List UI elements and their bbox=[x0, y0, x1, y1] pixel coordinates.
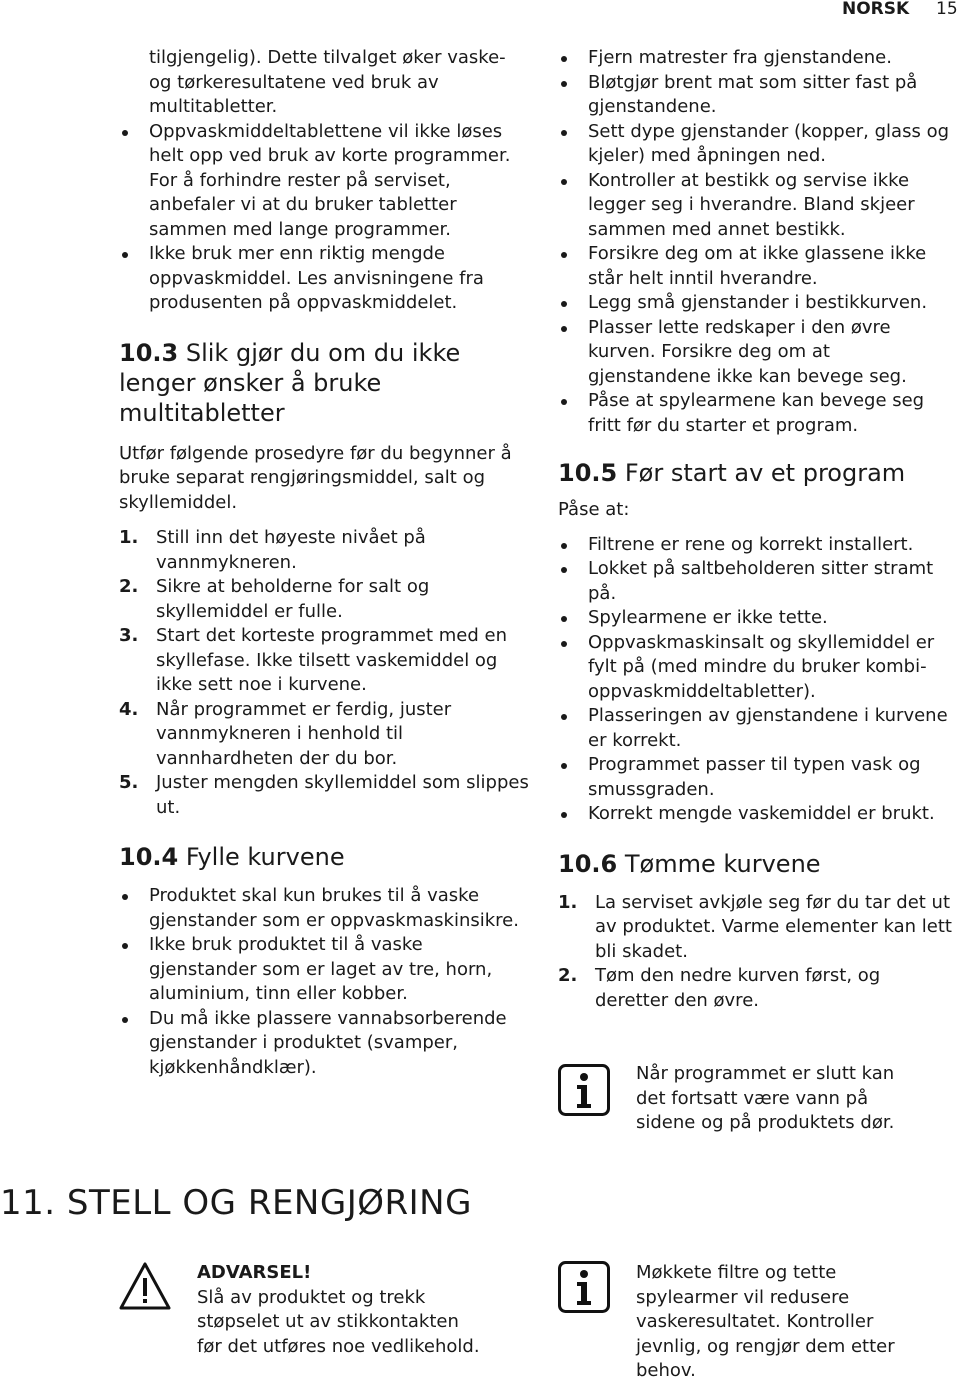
section-intro: Utfør følgende prosedyre før du begynner å bruke separat rengjøringsmiddel, salt og skyllemiddel. bbox=[119, 442, 512, 513]
info-note-text: Møkkete filtre og tette spylearmer vil redusere vaskeresultatet. Kontroller jevnlig, og rengjør dem etter behov. bbox=[636, 1262, 895, 1381]
list-item: Programmet passer til typen vask og smussgraden. bbox=[588, 754, 921, 800]
info-icon bbox=[558, 1064, 610, 1116]
list-item: Plasseringen av gjenstandene i kurvene er korrekt. bbox=[588, 705, 948, 751]
list-item: 5. Juster mengden skyllemiddel som slippes ut. bbox=[119, 772, 529, 818]
chapter-heading-11: 11. STELL OG RENGJØRING bbox=[0, 1183, 472, 1223]
list-item: 3. Start det korteste programmet med en skyllefase. Ikke tilsett vaskemiddel og ikke sett noe i kurvene. bbox=[119, 625, 507, 695]
list-item: 2. Sikre at beholderne for salt og skyllemiddel er fulle. bbox=[119, 576, 430, 622]
list-item: Fjern matrester fra gjenstandene. bbox=[588, 47, 892, 68]
list-item: Korrekt mengde vaskemiddel er brukt. bbox=[588, 803, 935, 824]
section-heading-10-6: 10.6 Tømme kurvene bbox=[558, 849, 821, 878]
list-item: 1. La serviset avkjøle seg før du tar det ut av produktet. Varme elementer kan lett bli skadet. bbox=[558, 891, 952, 962]
left-column bbox=[119, 46, 529, 1080]
list-item: Legg små gjenstander i bestikkurven. bbox=[588, 292, 928, 313]
info-note bbox=[558, 1062, 958, 1162]
warning-title: ADVARSEL! bbox=[197, 1262, 312, 1283]
list-item-continued bbox=[119, 46, 529, 120]
section-heading-10-3: 10.3 Slik gjør du om du ikke lenger ønsker å bruke multitabletter bbox=[119, 338, 461, 427]
list-item: 1. Still inn det høyeste nivået på vannmykneren. bbox=[119, 527, 426, 573]
right-column bbox=[558, 46, 958, 1013]
list-item: Produktet skal kun brukes til å vaske gjenstander som er oppvaskmaskinsikre. bbox=[149, 885, 519, 931]
list-item: Bløtgjør brent mat som sitter fast på gjenstandene. bbox=[588, 71, 918, 117]
list-item: Forsikre deg om at ikke glassene ikke står helt inntil hverandre. bbox=[588, 243, 927, 289]
language-label: NORSK bbox=[842, 0, 910, 19]
info-note bbox=[558, 1261, 958, 1381]
numbered-list bbox=[558, 891, 958, 1014]
bullet-list bbox=[558, 533, 958, 827]
section-intro: Påse at: bbox=[558, 499, 630, 520]
list-item-text: Ikke bruk mer enn riktig mengde oppvaskmiddel. Les anvisningene fra produsenten på oppvaskmiddelet. bbox=[149, 243, 484, 313]
list-item: 4. Når programmet er ferdig, juster vannmykneren i henhold til vannhardheten der du bor. bbox=[119, 698, 452, 769]
list-item: Påse at spylearmene kan bevege seg fritt før du starter et program. bbox=[588, 390, 925, 436]
list-item: Plasser lette redskaper i den øvre kurven. Forsikre deg om at gjenstandene ikke kan bevege seg. bbox=[588, 316, 907, 387]
list-item-text: Oppvaskmiddeltablettene vil ikke løses helt opp ved bruk av korte programmer. For å forhindre rester på serviset, anbefaler vi at du bruker tabletter sammen med lange programmer. bbox=[149, 120, 511, 240]
list-item bbox=[119, 120, 529, 243]
page-header bbox=[0, 0, 960, 22]
section-heading-10-5: 10.5 Før start av et program bbox=[558, 459, 906, 487]
warning-note bbox=[119, 1261, 519, 1376]
section-heading-10-4: 10.4 Fylle kurvene bbox=[119, 843, 345, 871]
list-item: Ikke bruk produktet til å vaske gjenstander som er laget av tre, horn, aluminium, tinn eller kobber. bbox=[149, 934, 493, 1004]
list-item bbox=[119, 242, 529, 316]
warning-icon bbox=[119, 1261, 171, 1313]
list-item: Sett dype gjenstander (kopper, glass og kjeler) med åpningen ned. bbox=[588, 120, 950, 166]
list-item: Du må ikke plassere vannabsorberende gjenstander i produktet (svamper, kjøkkenhåndklær). bbox=[149, 1007, 507, 1078]
warning-text-block bbox=[197, 1261, 487, 1359]
list-item: Lokket på saltbeholderen sitter stramt på. bbox=[588, 558, 934, 604]
page-number: 15 bbox=[936, 0, 958, 19]
warning-text: Slå av produktet og trekk støpselet ut av stikkontakten før det utføres noe vedlikehold. bbox=[197, 1286, 480, 1357]
list-item: Spylearmene er ikke tette. bbox=[588, 607, 828, 628]
list-item: Filtrene er rene og korrekt installert. bbox=[588, 533, 914, 555]
list-item-text: tilgjengelig). Dette tilvalget øker vaske- og tørkeresultatene ved bruk av multitabletter. bbox=[149, 47, 506, 117]
info-icon bbox=[558, 1261, 610, 1313]
bullet-list bbox=[119, 884, 529, 1080]
numbered-list bbox=[119, 526, 529, 820]
info-note-text: Når programmet er slutt kan det fortsatt være vann på sidene og på produktets dør. bbox=[636, 1063, 895, 1133]
list-item: 2. Tøm den nedre kurven først, og deretter den øvre. bbox=[558, 965, 881, 1011]
list-item: Kontroller at bestikk og servise ikke legger seg i hverandre. Bland skjeer sammen med annet bestikk. bbox=[588, 169, 915, 240]
list-item: Oppvaskmaskinsalt og skyllemiddel er fylt på (med mindre du bruker kombi-oppvaskmiddeltabletter). bbox=[588, 631, 935, 702]
